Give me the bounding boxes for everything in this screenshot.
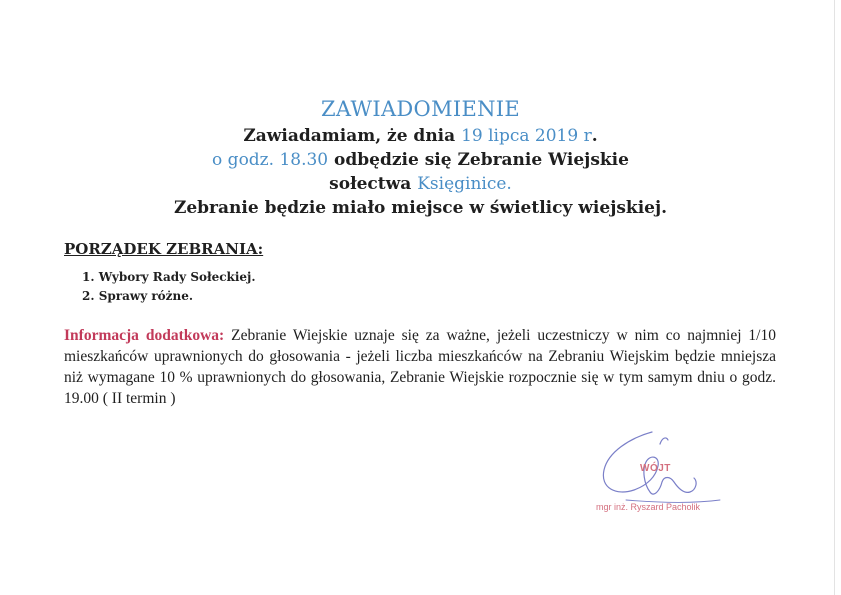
agenda-list [82, 268, 263, 306]
header-date-line [0, 124, 841, 148]
announcement-header [0, 94, 841, 220]
handwritten-signature-icon [590, 430, 750, 530]
agenda-section [64, 238, 263, 306]
signature-title-stamp: WÓJT [640, 463, 671, 474]
agenda-item: 1. Wybory Rady Sołeckiej. [82, 270, 256, 284]
date-line-suffix: . [591, 126, 598, 146]
header-village-line [0, 172, 841, 196]
page-edge-divider [834, 0, 835, 595]
village-name: Księginice. [417, 174, 512, 194]
header-location-line: Zebranie będzie miało miejsce w świetlicy wiejskiej. [173, 198, 668, 218]
announcement-title: ZAWIADOMIENIE [320, 97, 521, 121]
meeting-date: 19 lipca 2019 r [461, 126, 592, 146]
agenda-item: 2. Sprawy różne. [82, 289, 194, 303]
meeting-time: o godz. 18.30 [212, 150, 329, 170]
date-line-prefix: Zawiadamiam, że dnia [243, 126, 462, 146]
village-line-prefix: sołectwa [329, 174, 418, 194]
signature-name-stamp: mgr inż. Ryszard Pacholik [596, 502, 701, 512]
additional-info-label: Informacja dodatkowa: [64, 327, 225, 344]
header-time-line [0, 148, 841, 172]
signature-block [590, 430, 750, 530]
additional-info-text: Zebranie Wiejskie uznaje się za ważne, jeżeli uczestniczy w nim co najmniej 1/10 mieszkańców uprawnionych do głosowania - jeżeli liczba mieszkańców na Zebraniu Wiejskim będzie mniejsza niż wymagane 10 % uprawnionych do głosowania, Zebranie Wiejskie rozpocznie się w tym samym dniu o godz. 19.00 ( II termin ) [64, 327, 776, 407]
time-line-rest: odbędzie się Zebranie Wiejskie [328, 150, 629, 170]
additional-info-paragraph [64, 325, 776, 409]
agenda-title: PORZĄDEK ZEBRANIA: [64, 240, 264, 258]
